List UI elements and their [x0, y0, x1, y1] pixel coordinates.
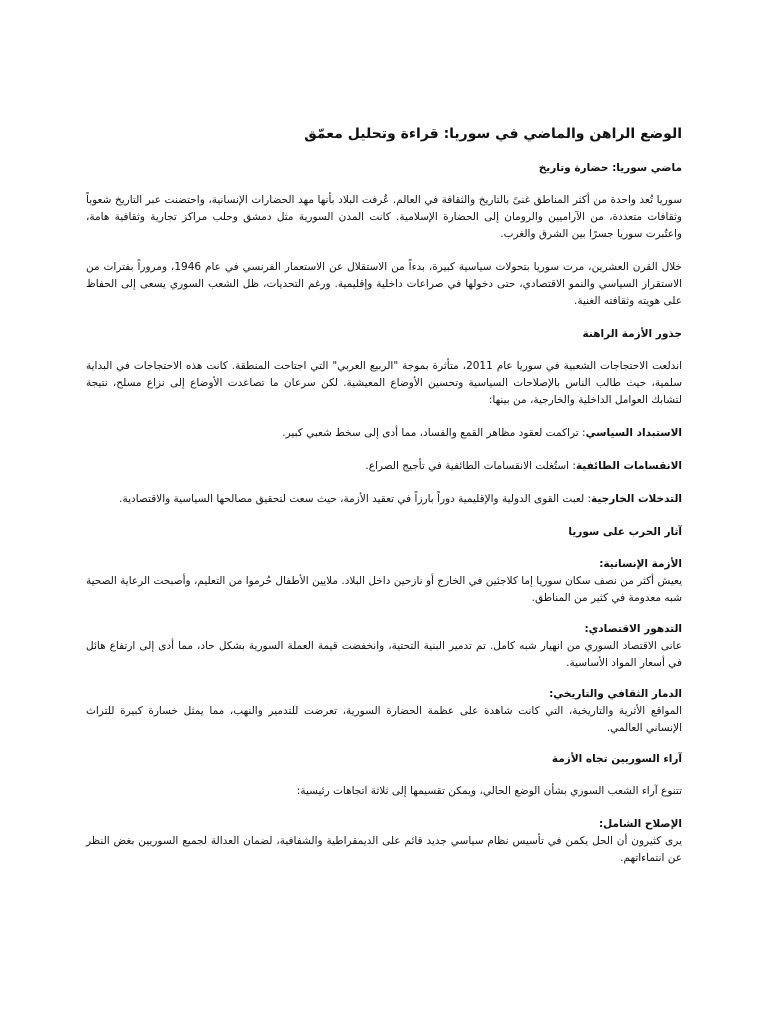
opinions-item-reform [86, 816, 682, 867]
opinions-paragraph-1: تتنوع آراء الشعب السوري بشأن الوضع الحالي، ويمكن تقسيمها إلى ثلاثة اتجاهات رئيسية: [296, 785, 682, 797]
opinions-item-text: يرى كثيرون أن الحل يكمن في تأسيس نظام سياسي جديد قائم على الديمقراطية والشفافية، لضمان العدالة لجميع السوريين بغض النظر عن انتماءاتهم. [86, 835, 682, 864]
effects-item-text: عانى الاقتصاد السوري من انهيار شبه كامل. تم تدمير البنية التحتية، وانخفضت قيمة العملة السورية بشكل حاد، مما أدى إلى ارتفاع هائل في أسعار المواد الأساسية. [86, 640, 682, 669]
opinions-item-term: الإصلاح الشامل: [598, 818, 682, 830]
roots-item-text: : لعبت القوى الدولية والإقليمية دوراً بارزاً في تعقيد الأزمة، حيث سعت لتحقيق مصالحها السياسية والاقتصادية. [119, 493, 592, 505]
effects-item-term: الدمار الثقافي والتاريخي: [549, 688, 682, 700]
section-heading-effects: آثار الحرب على سوريا [568, 526, 682, 538]
past-paragraph-2: خلال القرن العشرين، مرت سوريا بتحولات سياسية كبيرة، بدءاً من الاستقلال عن الاستعمار الفرنسي في عام 1946، ومروراً بفترات من الاستقرار السياسي والنمو الاقتصادي، حتى دخولها في صراعات داخلية وإقليمية. ورغم التحديات، ظل الشعب السوري يسعى إلى الحفاظ على هويته وثقافته الغنية. [86, 261, 682, 307]
effects-item-humanitarian [86, 556, 682, 607]
effects-item-text: يعيش أكثر من نصف سكان سوريا إما كلاجئين في الخارج أو نازحين داخل البلاد. ملايين الأطفال حُرموا من التعليم، وأصبحت الرعاية الصحية شبه معدومة في كثير من المناطق. [86, 575, 682, 604]
roots-item-political [86, 425, 682, 442]
section-heading-roots: جذور الأزمة الراهنة [582, 328, 682, 340]
document-title: الوضع الراهن والماضي في سوريا: قراءة وتحليل معمّق [304, 126, 682, 142]
effects-item-term: التدهور الاقتصادي: [584, 623, 682, 635]
roots-item-text: : تراكمت لعقود مظاهر القمع والفساد، مما أدى إلى سخط شعبي كبير. [282, 427, 586, 439]
roots-paragraph-1: اندلعت الاحتجاجات الشعبية في سوريا عام 2011، متأثرة بموجة "الربيع العربي" التي اجتاحت المنطقة. كانت هذه الاحتجاجات في البداية سلمية، حيث طالب الناس بالإصلاحات السياسية وتحسين الأوضاع المعيشية. لكن سرعان ما تصاعدت الأوضاع إلى نزاع مسلح، نتيجة لتشابك العوامل الداخلية والخارجية، من بينها: [86, 360, 683, 406]
roots-item-term: التدخلات الخارجية [591, 493, 682, 505]
effects-item-economic [86, 621, 682, 672]
roots-item-term: الاستبداد السياسي [585, 427, 682, 439]
roots-item-term: الانقسامات الطائفية [575, 460, 682, 472]
section-heading-past: ماضي سوريا: حضارة وتاريخ [538, 162, 682, 174]
past-paragraph-1: سوريا تُعد واحدة من أكثر المناطق غنىً بالتاريخ والثقافة في العالم. عُرفت البلاد بأنها مهد الحضارات الإنسانية، واحتضنت عبر التاريخ شعوباً وثقافات متعددة، من الآراميين والرومان إلى الحضارة الإسلامية. كانت المدن السورية مثل دمشق وحلب مراكز تجارية وثقافية هامة، واعتُبرت سوريا جسرًا بين الشرق والغرب. [86, 194, 682, 240]
effects-item-term: الأزمة الإنسانية: [599, 558, 682, 570]
roots-item-sectarian [86, 458, 682, 475]
effects-item-text: المواقع الأثرية والتاريخية، التي كانت شاهدة على عظمة الحضارة السورية، تعرضت للتدمير والنهب، مما يمثل خسارة كبيرة للتراث الإنساني العالمي. [86, 705, 682, 734]
effects-item-cultural [86, 686, 682, 737]
roots-item-text: : استُغلت الانقسامات الطائفية في تأجيج الصراع. [365, 460, 576, 472]
section-heading-opinions: آراء السوريين تجاه الأزمة [551, 753, 682, 765]
roots-item-foreign [86, 491, 682, 508]
